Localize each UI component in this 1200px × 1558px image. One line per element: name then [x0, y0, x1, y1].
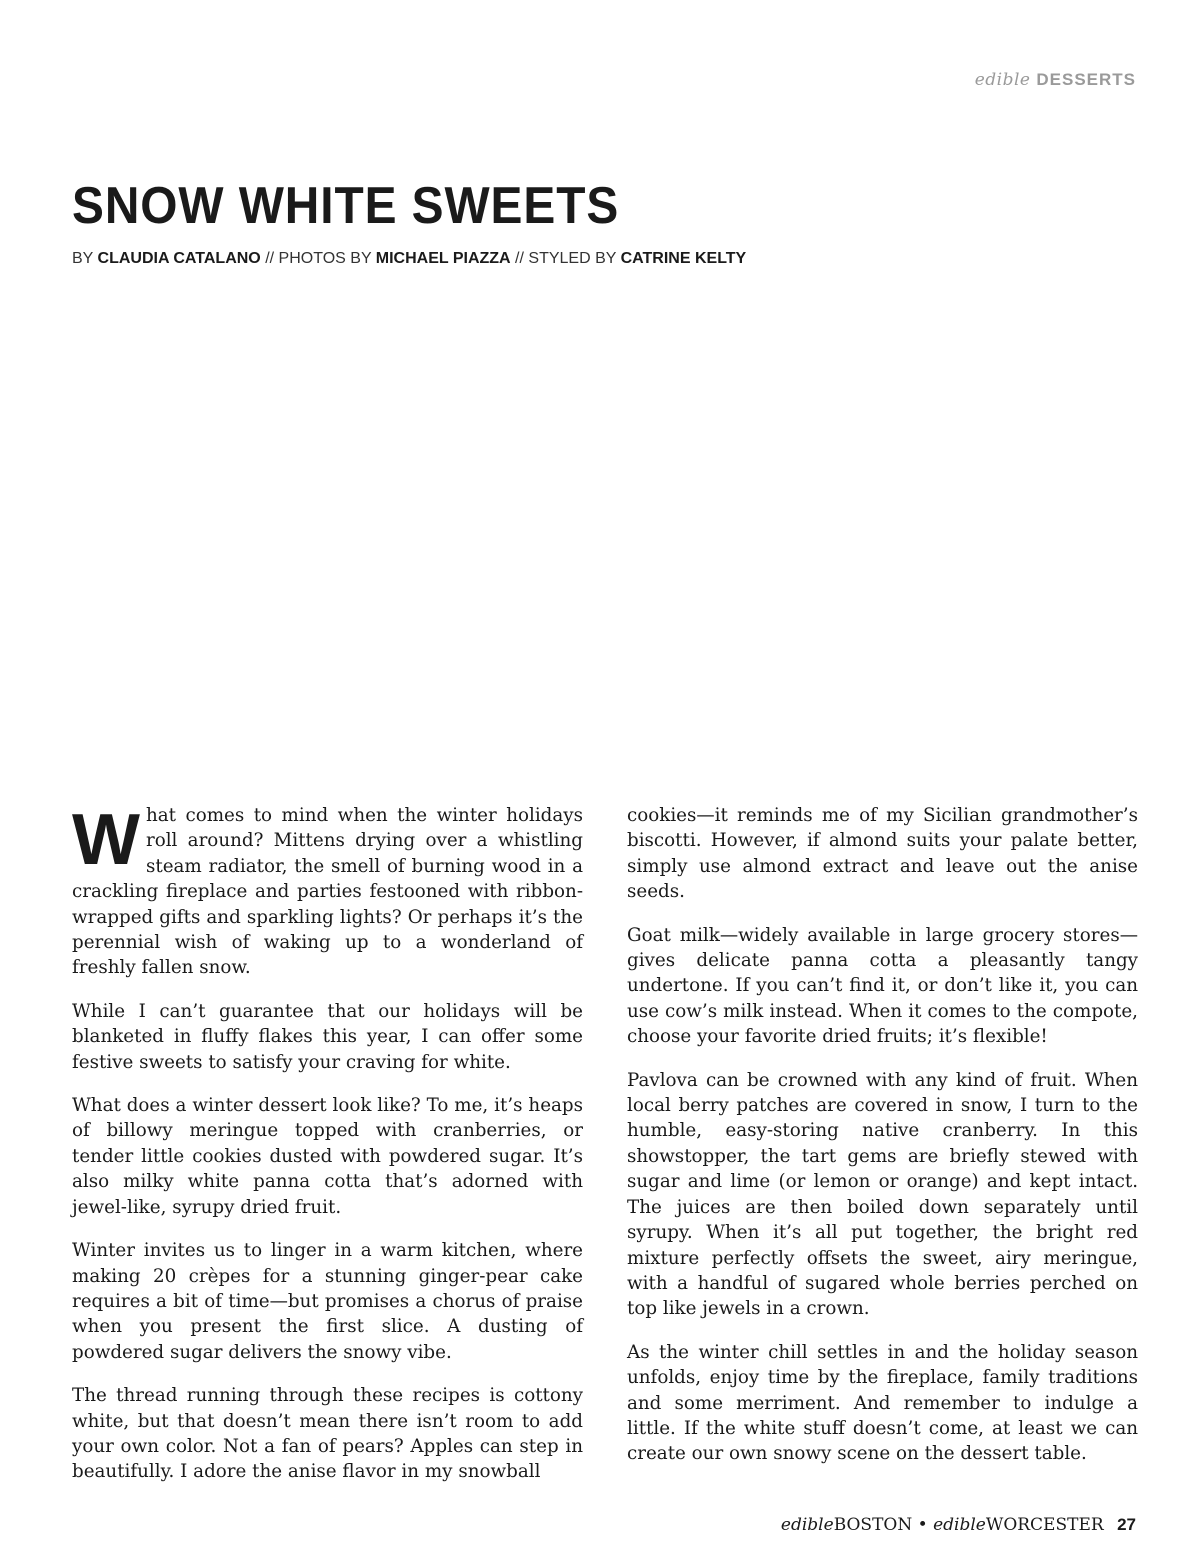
- byline-photographer: MICHAEL PIAZZA: [375, 250, 511, 267]
- byline-photos-label: PHOTOS BY: [278, 250, 372, 267]
- article-column-right: [627, 803, 1138, 1485]
- footer-pub2-prefix: edible: [933, 1515, 986, 1535]
- article-paragraph: While I can’t guarantee that our holidays will be blanketed in fluffy flakes this year, I can offer some festive sweets to satisfy your craving for white.: [72, 1000, 583, 1073]
- article-paragraph: [72, 800, 583, 981]
- section-tag: [975, 70, 1136, 90]
- footer-bullet: •: [917, 1515, 928, 1535]
- paragraph-text: hat comes to mind when the winter holidays roll around? Mittens drying over a whistling steam radiator, the smell of burning wood in a crackling fireplace and parties festooned with ribbon-wrapped gifts and sparkling lights? Or perhaps it’s the perennial wish of waking up to a wonderland of freshly fallen snow.: [72, 805, 583, 979]
- article-title: SNOW WHITE SWEETS: [72, 177, 620, 235]
- article-paragraph: As the winter chill settles in and the holiday season unfolds, enjoy time by the fireplace, family traditions and some merriment. And remember to indulge a little. If the white stuff doesn’t come, at least we can create our own snowy scene on the dessert table.: [627, 1341, 1138, 1465]
- byline-author: CLAUDIA CATALANO: [97, 250, 261, 267]
- byline-by-label: BY: [72, 250, 94, 267]
- page-footer: [781, 1515, 1136, 1535]
- section-name: DESSERTS: [1036, 70, 1136, 89]
- byline-separator: //: [265, 250, 275, 267]
- footer-pub1-name: BOSTON: [833, 1515, 913, 1535]
- byline: [72, 250, 746, 268]
- article-paragraph: Pavlova can be crowned with any kind of fruit. When local berry patches are covered in snow, I turn to the humble, easy-storing native cranberry. In this showstopper, the tart gems are briefly stewed with sugar and lime (or lemon or orange) and kept intact. The juices are then boiled down separately until syrupy. When it’s all put together, the bright red mixture perfectly offsets the sweet, airy meringue, with a handful of sugared whole berries perched on top like jewels in a crown.: [627, 1069, 1138, 1320]
- byline-styled-label: STYLED BY: [528, 250, 617, 267]
- article-paragraph: Winter invites us to linger in a warm kitchen, where making 20 crèpes for a stunning ginger-pear cake requires a bit of time—but promises a chorus of praise when you present the first slice. A dusting of powdered sugar delivers the snowy vibe.: [72, 1240, 583, 1363]
- byline-stylist: CATRINE KELTY: [620, 250, 747, 267]
- byline-separator: //: [515, 250, 524, 267]
- footer-pub1-prefix: edible: [780, 1515, 834, 1535]
- footer-pub2-name: WORCESTER: [985, 1515, 1104, 1535]
- article-paragraph: What does a winter dessert look like? To me, it’s heaps of billowy meringue topped with cranberries, or tender little cookies dusted with powdered sugar. It’s also milky white panna cotta that’s adorned with jewel-like, syrupy dried fruit.: [72, 1095, 583, 1218]
- drop-cap: W: [72, 800, 140, 880]
- article-paragraph: The thread running through these recipes is cottony white, but that doesn’t mean there isn’t room to add your own color. Not a fan of pears? Apples can step in beautifully. I adore the anise flavor in my snowball: [72, 1385, 583, 1483]
- article-paragraph: Goat milk—widely available in large grocery stores—gives delicate panna cotta a pleasantly tangy undertone. If you can’t find it, or don’t like it, you can use cow’s milk instead. When it comes to the compote, choose your favorite dried fruits; it’s flexible!: [627, 924, 1138, 1048]
- article-column-left: [72, 800, 583, 1503]
- page-number: 27: [1117, 1515, 1136, 1534]
- article-paragraph: cookies—it reminds me of my Sicilian grandmother’s biscotti. However, if almond suits your palate better, simply use almond extract and leave out the anise seeds.: [627, 805, 1138, 903]
- section-prefix: edible: [974, 70, 1031, 90]
